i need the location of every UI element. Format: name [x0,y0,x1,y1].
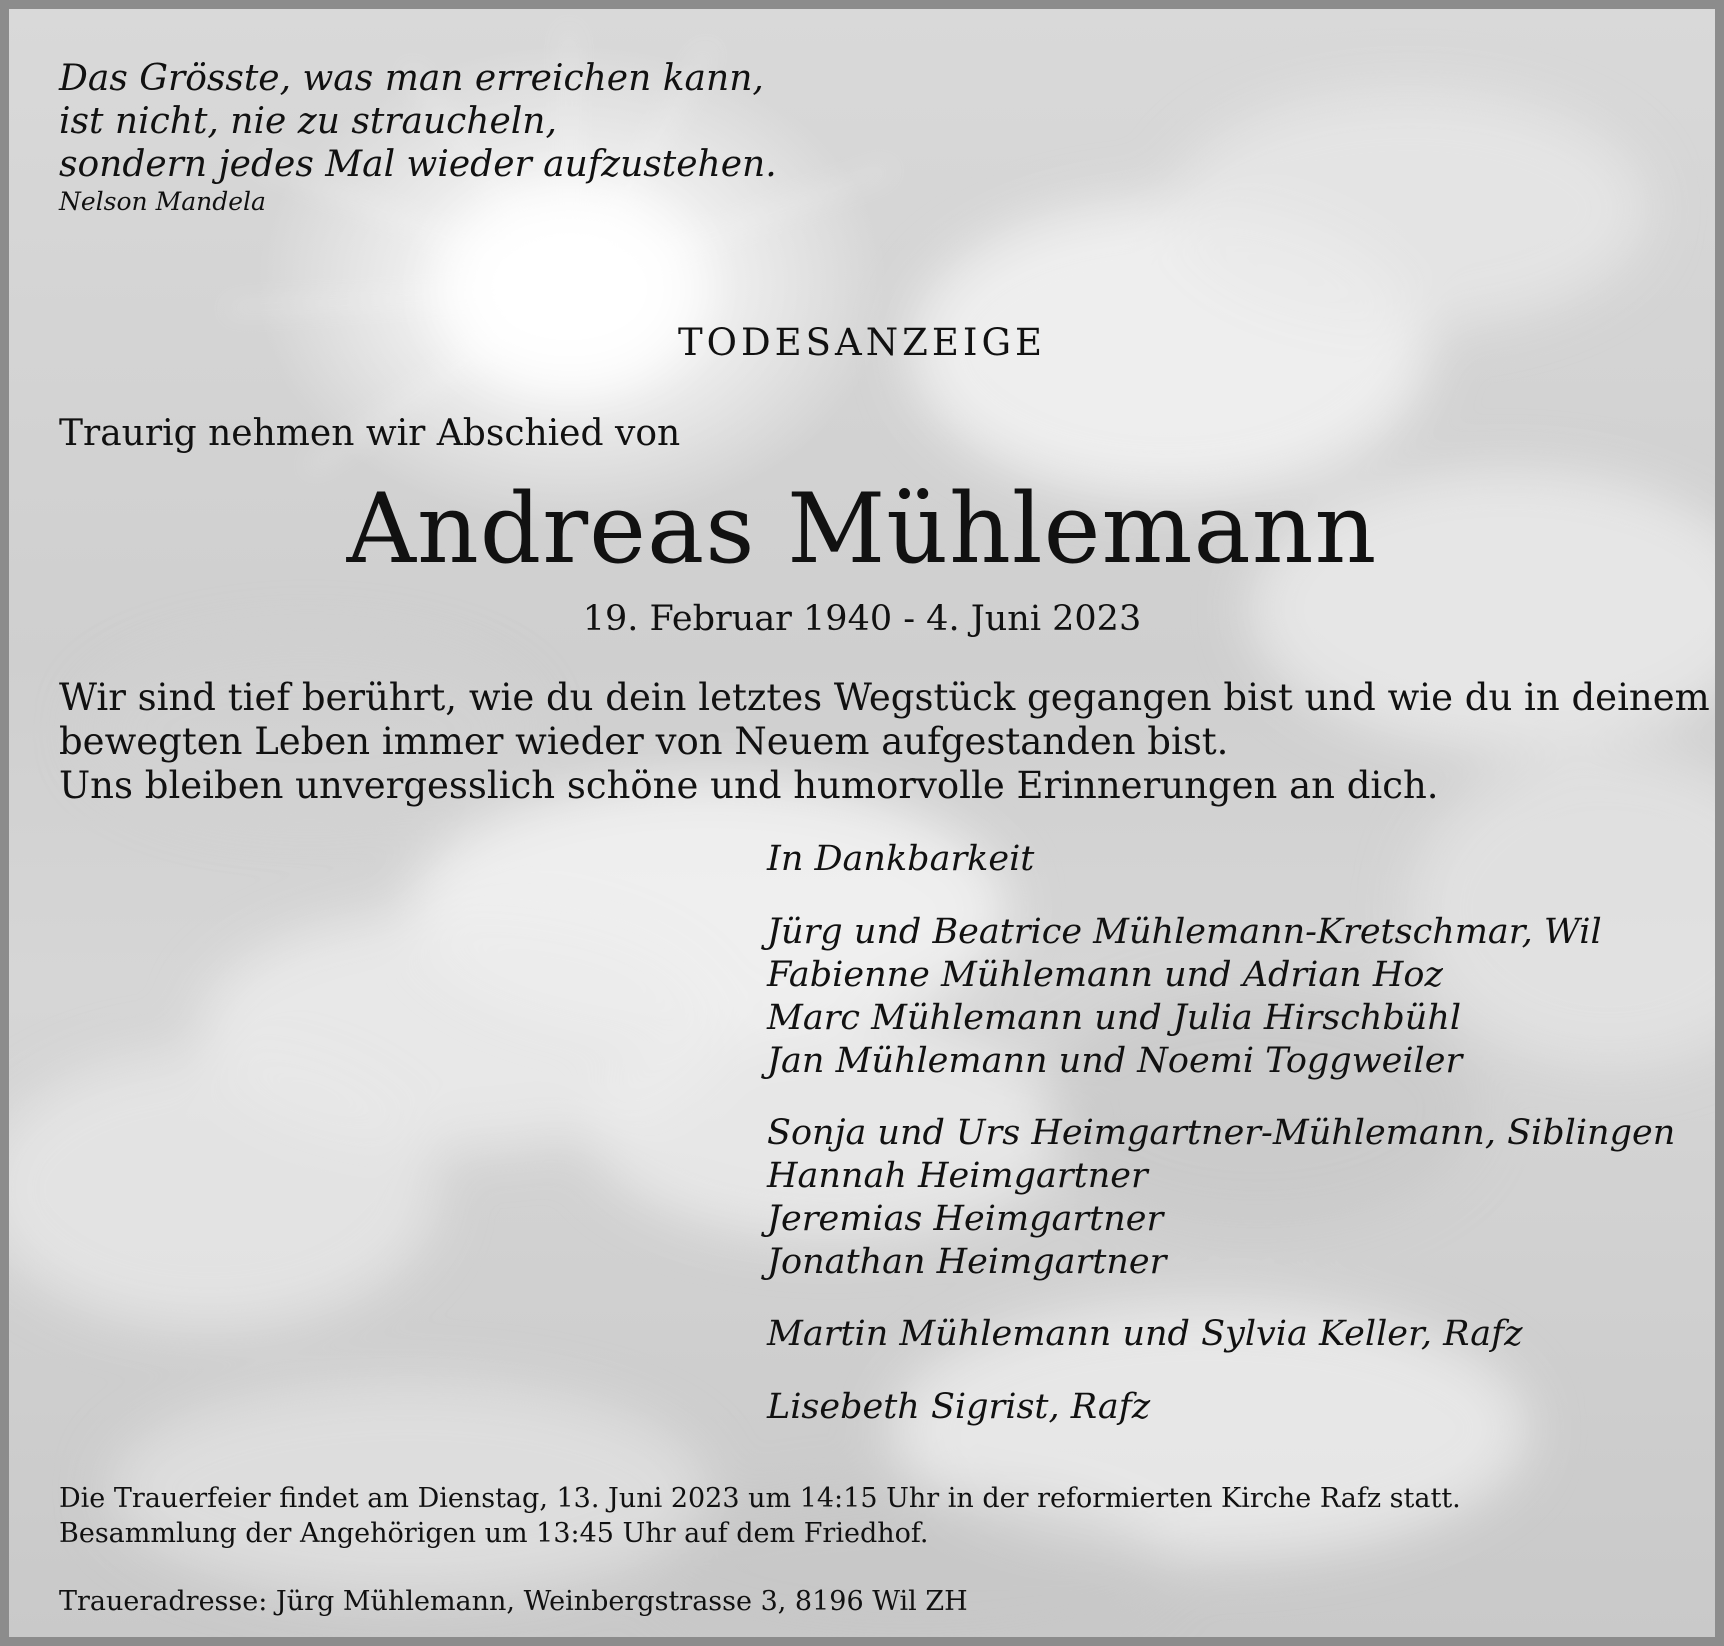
deceased-name: Andreas Mühlemann [346,473,1378,585]
mourning-address: Traueradresse: Jürg Mühlemann, Weinbergstrasse 3, 8196 Wil ZH [59,1586,968,1617]
notice-heading: TODESANZEIGE [677,321,1047,364]
signoff: In Dankbarkeit [767,839,1035,879]
mourner-name: Jeremias Heimgartner [767,1199,1164,1239]
mourner-name: Martin Mühlemann und Sylvia Keller, Rafz [767,1314,1523,1354]
quote-line: sondern jedes Mal wieder aufzustehen. [59,144,777,185]
message-line: bewegten Leben immer wieder von Neuem aufgestanden bist. [59,720,1229,763]
mourner-name: Jonathan Heimgartner [767,1242,1167,1282]
quote-author: Nelson Mandela [59,187,266,216]
ceremony-line: Besammlung der Angehörigen um 13:45 Uhr auf dem Friedhof. [59,1518,929,1549]
notice-content [9,9,1715,1637]
quote-line: ist nicht, nie zu straucheln, [59,101,557,142]
mourner-name: Fabienne Mühlemann und Adrian Hoz [767,955,1443,995]
mourner-name: Hannah Heimgartner [767,1156,1148,1196]
message-line: Uns bleiben unvergesslich schöne und humorvolle Erinnerungen an dich. [59,764,1439,807]
life-dates: 19. Februar 1940 - 4. Juni 2023 [582,599,1142,639]
message-line: Wir sind tief berührt, wie du dein letztes Wegstück gegangen bist und wie du in deinem [59,676,1710,719]
intro-text: Traurig nehmen wir Abschied von [59,413,681,454]
mourner-name: Marc Mühlemann und Julia Hirschbühl [767,998,1462,1038]
mourner-name: Sonja und Urs Heimgartner-Mühlemann, Siblingen [767,1113,1676,1153]
mourner-name: Lisebeth Sigrist, Rafz [767,1387,1151,1427]
ceremony-line: Die Trauerfeier findet am Dienstag, 13. Juni 2023 um 14:15 Uhr in der reformierten Kirche Rafz statt. [59,1483,1461,1514]
quote-line: Das Grösste, was man erreichen kann, [59,58,764,99]
mourner-name: Jürg und Beatrice Mühlemann-Kretschmar, Wil [767,912,1602,952]
mourner-name: Jan Mühlemann und Noemi Toggweiler [767,1041,1463,1081]
